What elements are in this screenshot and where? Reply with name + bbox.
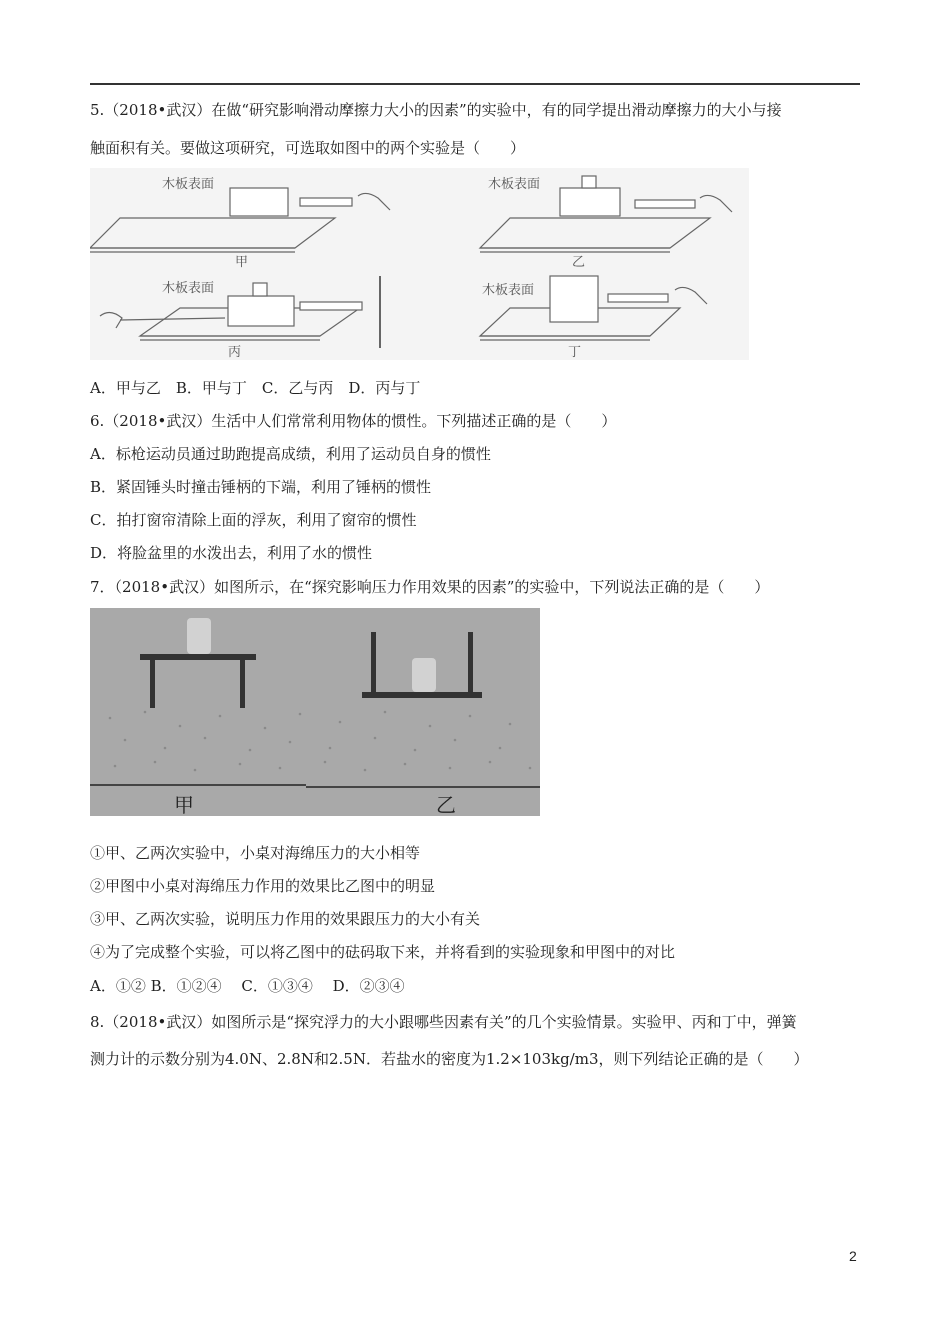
q6-stem: 6.（2018•武汉）生活中人们常常利用物体的惯性。下列描述正确的是（ ） <box>90 412 617 430</box>
q6-option-c: C．拍打窗帘清除上面的浮灰，利用了窗帘的惯性 <box>90 511 417 529</box>
block-ding <box>550 276 598 322</box>
table-yi <box>362 632 482 698</box>
surface-label-2: 木板表面 <box>488 177 541 192</box>
hand-bing <box>100 312 122 328</box>
q5-stem-line2: 触面积有关。要做这项研究，可选取如图中的两个实验是（ ） <box>90 139 526 157</box>
caption-yi: 乙 <box>436 793 456 816</box>
q7-stem: 7．（2018•武汉）如图所示，在“探究影响压力作用效果的因素”的实验中，下列说法正确的是（ ） <box>90 578 770 596</box>
q5-stem-line1: 5.（2018•武汉）在做“研究影响滑动摩擦力大小的因素”的实验中，有的同学提出滑动摩擦力的大小与接 <box>90 101 782 119</box>
board-yi <box>480 218 710 248</box>
header-rule <box>90 83 860 85</box>
sponge-texture <box>109 711 532 772</box>
q7-statement-2: ②甲图中小桌对海绵压力作用的效果比乙图中的明显 <box>90 877 436 895</box>
caption-ding: 丁 <box>568 345 582 360</box>
q6-option-a: A．标枪运动员通过助跑提高成绩，利用了运动员自身的惯性 <box>90 445 491 463</box>
block-yi <box>560 188 620 216</box>
pressure-experiment-diagram <box>90 608 540 816</box>
weight-jia <box>187 618 211 654</box>
q7-statement-1: ①甲、乙两次实验中，小桌对海绵压力的大小相等 <box>90 844 421 862</box>
spring-scale-yi <box>635 200 695 208</box>
table-jia <box>140 618 256 708</box>
surface-label-1: 木板表面 <box>162 177 215 192</box>
weight-yi <box>412 658 436 692</box>
q7-pressure-figure <box>90 608 540 816</box>
block-bing <box>228 296 294 326</box>
friction-experiment-diagram <box>90 168 749 360</box>
q5-options: A．甲与乙 B．甲与丁 C．乙与丙 D．丙与丁 <box>90 379 421 397</box>
caption-jia: 甲 <box>174 793 194 816</box>
hand-yi <box>700 195 732 212</box>
q7-options: A．①② B．①②④ C．①③④ D．②③④ <box>90 977 405 995</box>
weight-yi <box>582 176 596 188</box>
caption-bing: 丙 <box>228 345 242 360</box>
surface-label-3: 木板表面 <box>162 281 215 296</box>
surface-label-4: 木板表面 <box>482 283 535 298</box>
q8-stem-line2: 测力计的示数分别为4.0N、2.8N和2.5N．若盐水的密度为1.2×103kg/m3，则下列结论正确的是（ ） <box>90 1050 809 1068</box>
hand-ding <box>675 287 707 304</box>
page-number: 2 <box>849 1248 857 1264</box>
hand-jia <box>358 193 390 210</box>
q7-statement-4: ④为了完成整个实验，可以将乙图中的砝码取下来，并将看到的实验现象和甲图中的对比 <box>90 943 676 961</box>
q7-statement-3: ③甲、乙两次实验，说明压力作用的效果跟压力的大小有关 <box>90 910 481 928</box>
caption-yi: 乙 <box>572 255 586 270</box>
q6-option-d: D．将脸盆里的水泼出去，利用了水的惯性 <box>90 544 373 562</box>
q6-option-b: B．紧固锤头时撞击锤柄的下端，利用了锤柄的惯性 <box>90 478 432 496</box>
pull-string-bing <box>120 318 225 320</box>
q8-stem-line1: 8.（2018•武汉）如图所示是“探究浮力的大小跟哪些因素有关”的几个实验情景。实验甲、丙和丁中，弹簧 <box>90 1013 797 1031</box>
spring-scale-jia <box>300 198 352 206</box>
spring-scale-ding <box>608 294 668 302</box>
caption-jia: 甲 <box>235 255 249 270</box>
block-jia <box>230 188 288 216</box>
board-jia <box>90 218 335 248</box>
q5-friction-figure <box>90 168 749 360</box>
spring-scale-bing <box>300 302 362 310</box>
weight-bing <box>253 283 267 296</box>
